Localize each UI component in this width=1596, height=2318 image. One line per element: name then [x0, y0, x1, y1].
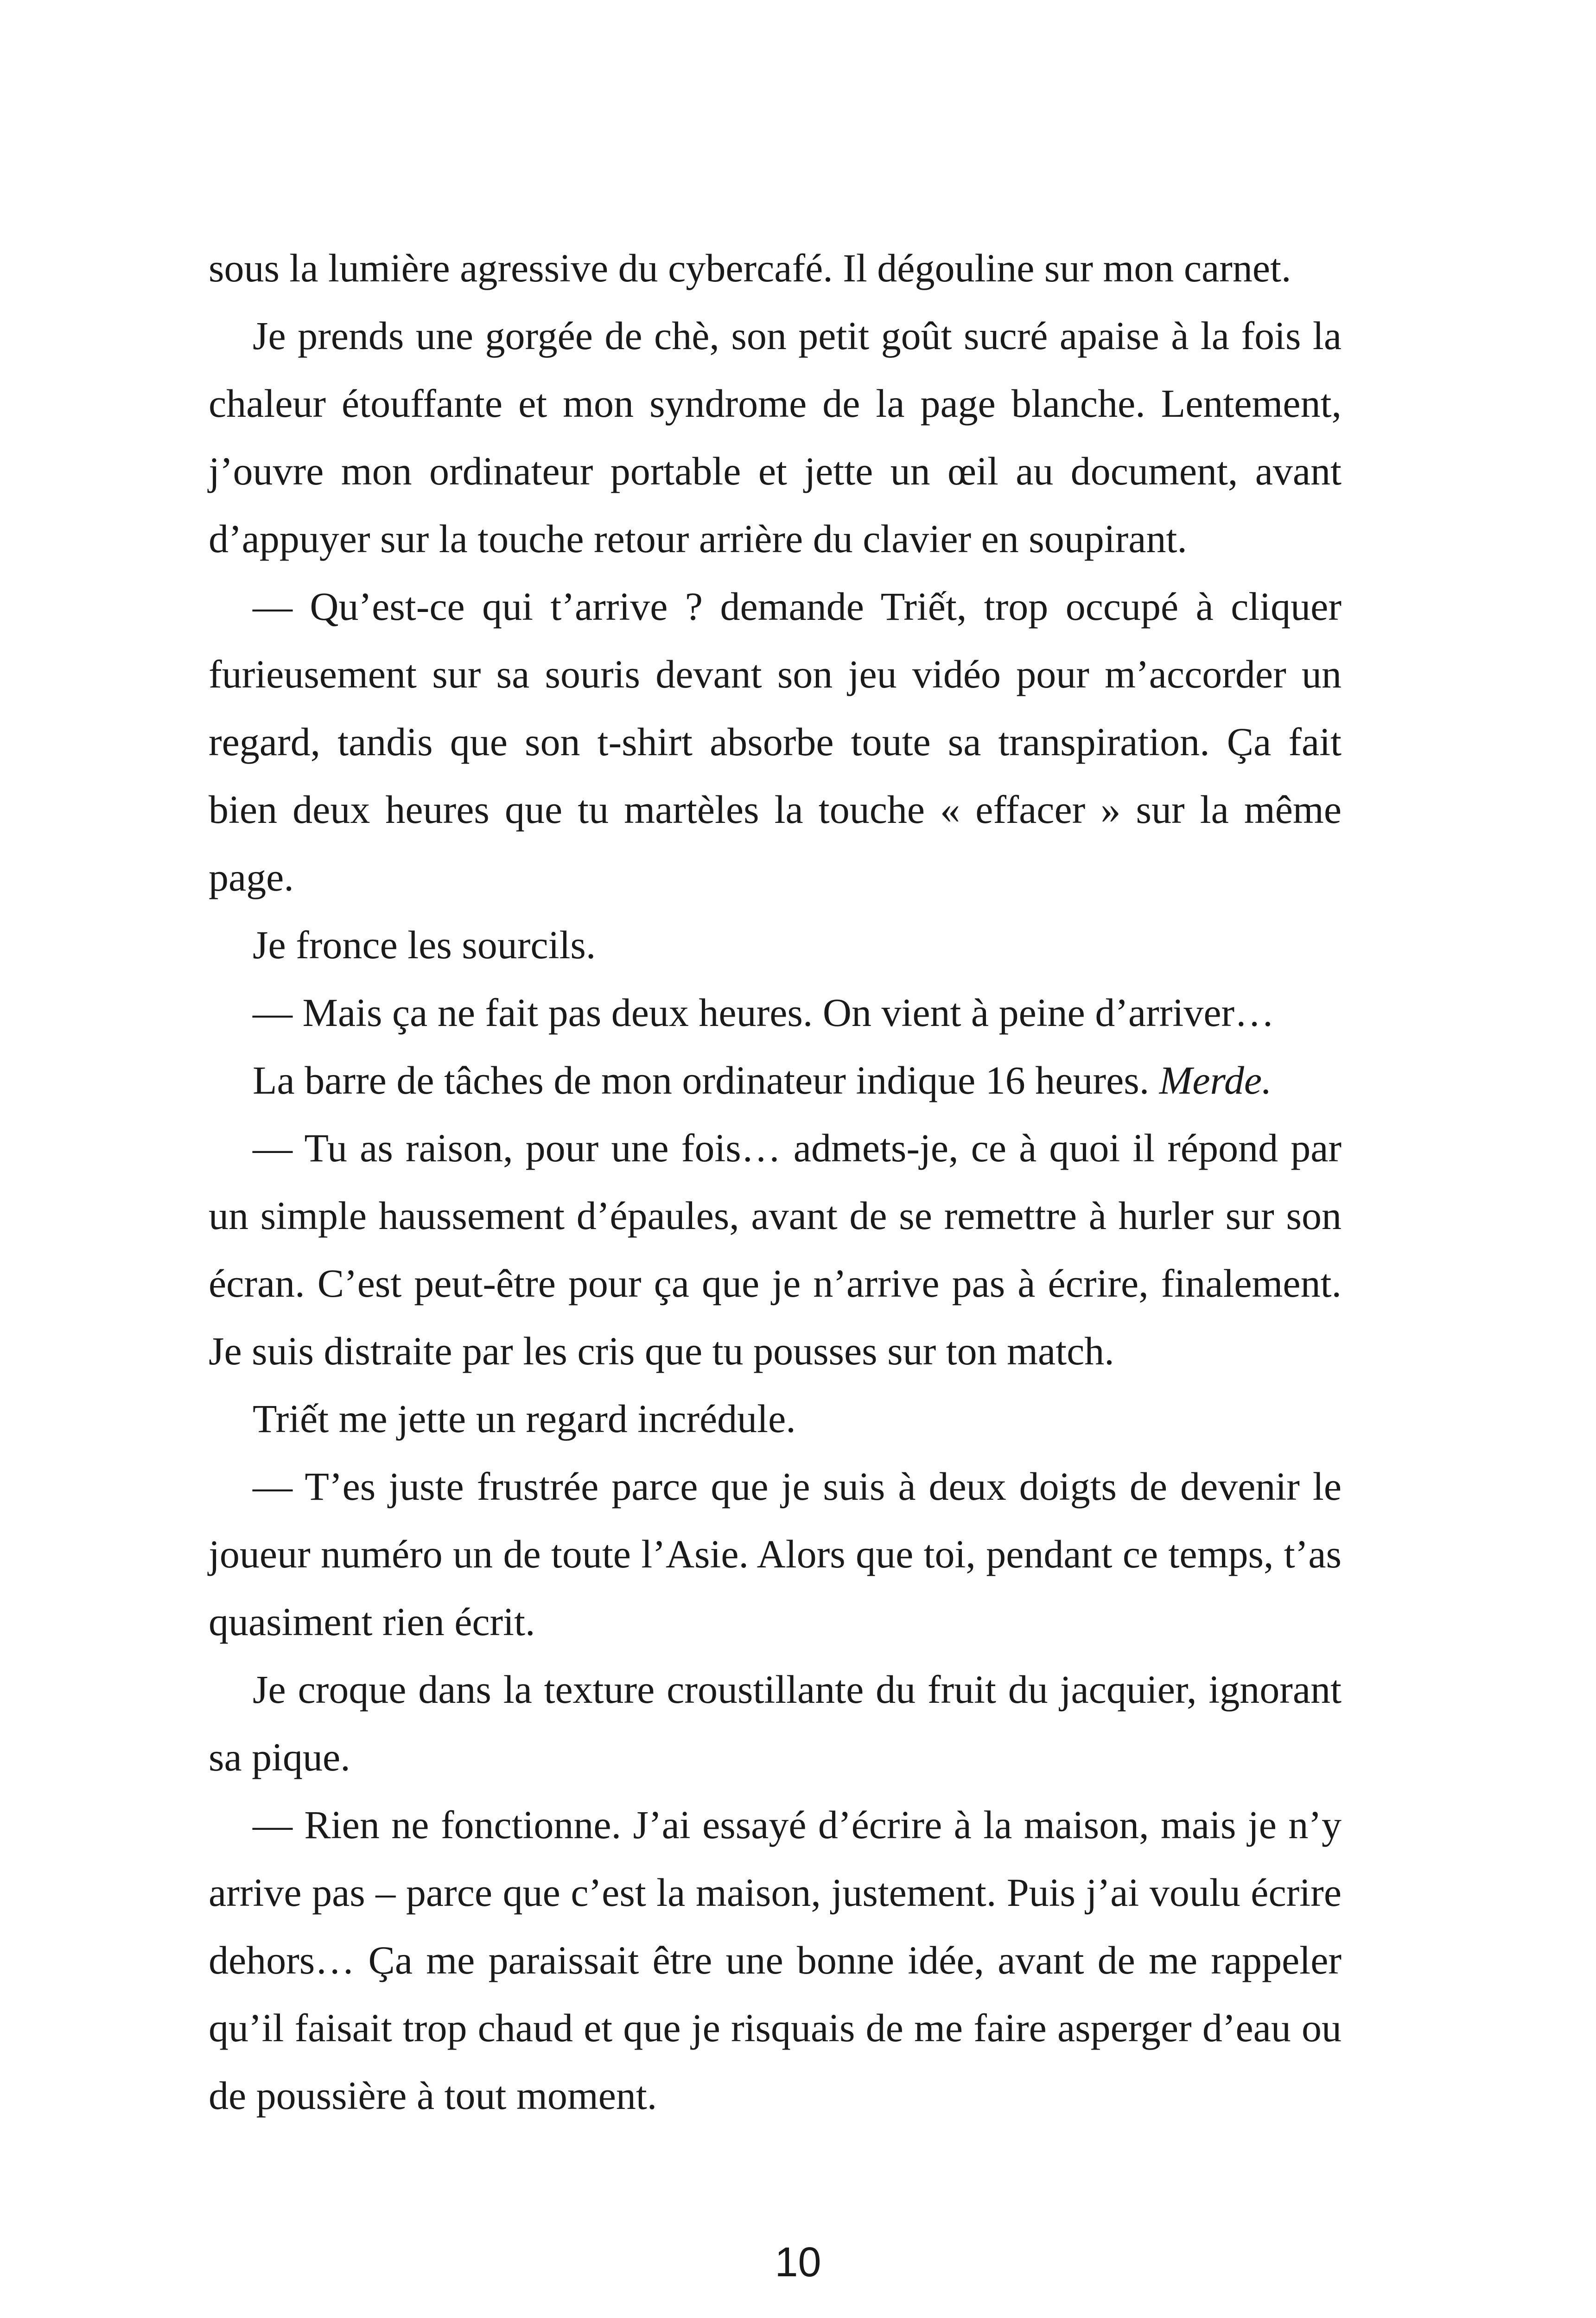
paragraph	[209, 1046, 1342, 1114]
dialogue-paragraph: — Rien ne fonctionne. J’ai essayé d’écrire à la maison, mais je n’y arrive pas – parce que c’est la maison, justement. Puis j’ai voulu écrire dehors… Ça me paraissait être une bonne idée, avant de me rappeler qu’il faisait trop chaud et que je risquais de me faire asperger d’eau ou de poussière à tout moment.	[209, 1802, 1342, 2118]
page-number: 10	[775, 2239, 821, 2286]
page-body	[209, 234, 1342, 2129]
paragraph: Triết me jette un regard incrédule.	[253, 1396, 796, 1441]
paragraph-text: La barre de tâches de mon ordinateur indique 16 heures.	[253, 1058, 1150, 1102]
paragraph: sous la lumière agressive du cybercafé. Il dégouline sur mon carnet.	[209, 246, 1291, 290]
paragraph: Je prends une gorgée de chè, son petit goût sucré apaise à la fois la chaleur étouffante et mon syndrome de la page blanche. Lentement, j’ouvre mon ordinateur portable et jette un œil au document, avant d’appuyer sur la touche retour arrière du clavier en soupirant.	[209, 313, 1342, 561]
dialogue-paragraph: — Tu as raison, pour une fois… admets-je, ce à quoi il répond par un simple haussement d’épaules, avant de se remettre à hurler sur son écran. C’est peut-être pour ça que je n’arrive pas à écrire, finalement. Je suis distraite par les cris que tu pousses sur ton match.	[209, 1126, 1342, 1373]
paragraph: Je fronce les sourcils.	[253, 923, 596, 967]
italic-text: Merde.	[1159, 1058, 1272, 1102]
paragraph: Je croque dans la texture croustillante du fruit du jacquier, ignorant sa pique.	[209, 1667, 1342, 1779]
dialogue-paragraph: — Qu’est-ce qui t’arrive ? demande Triết, trop occupé à cliquer furieusement sur sa souris devant son jeu vidéo pour m’accorder un regard, tandis que son t-shirt absorbe toute sa transpiration. Ça fait bien deux heures que tu martèles la touche « effacer » sur la même page.	[209, 584, 1342, 899]
dialogue-paragraph: — Mais ça ne fait pas deux heures. On vient à peine d’arriver…	[253, 990, 1275, 1035]
dialogue-paragraph: — T’es juste frustrée parce que je suis à deux doigts de devenir le joueur numéro un de toute l’Asie. Alors que toi, pendant ce temps, t’as quasiment rien écrit.	[209, 1464, 1342, 1644]
